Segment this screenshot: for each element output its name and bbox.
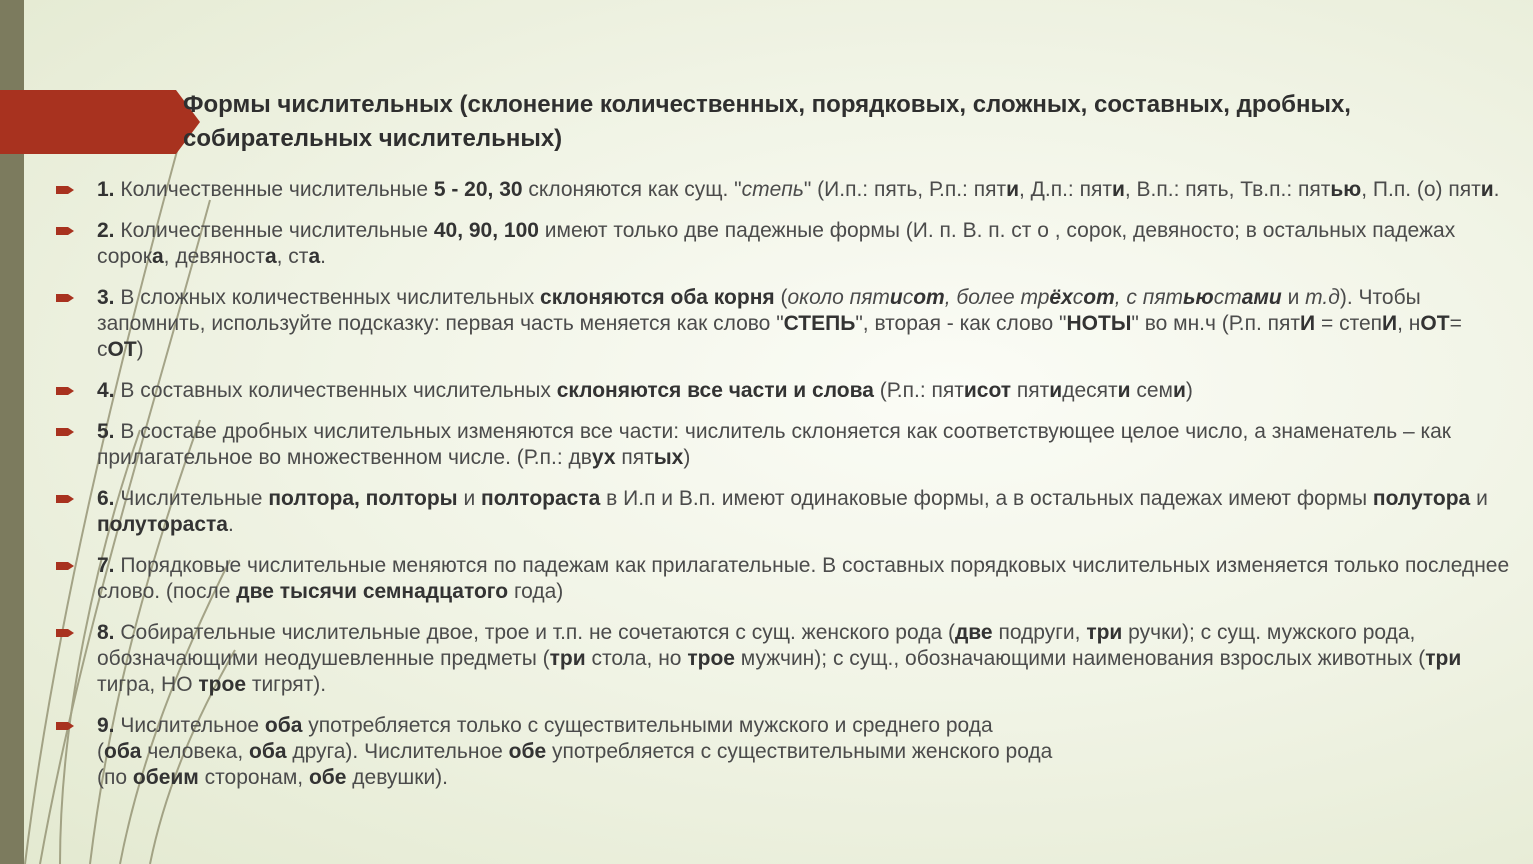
- text-run: И: [1300, 312, 1316, 335]
- pencil-bullet-icon: [56, 426, 74, 438]
- text-run: склоняются как сущ. ": [522, 178, 742, 201]
- text-run: В составных количественных числительных: [114, 379, 557, 402]
- text-run: обе: [508, 740, 547, 763]
- pencil-bullet-icon: [56, 493, 74, 505]
- text-run: т.д: [1305, 286, 1340, 309]
- text-run: .: [1493, 178, 1500, 201]
- text-run: 3.: [97, 286, 115, 309]
- text-run: Порядковые числительные меняются по падежам как прилагательные. В составных порядковых числительных изменяется только последнее слово. (после: [97, 554, 1510, 603]
- pencil-bullet-icon: [56, 627, 74, 639]
- text-run: = степ: [1315, 312, 1383, 335]
- text-run: Числительные: [114, 487, 269, 510]
- text-run: полтораста: [481, 487, 601, 510]
- text-run: две: [954, 621, 993, 644]
- text-run: две тысячи семнадцатого: [236, 580, 509, 603]
- text-run: " во мн.ч (Р.п. пят: [1131, 312, 1301, 335]
- text-run: года): [508, 580, 564, 603]
- text-run: , ст: [276, 245, 309, 268]
- text-run: В сложных количественных числительных: [114, 286, 541, 309]
- text-run: и: [1111, 178, 1125, 201]
- text-run: и: [1049, 379, 1063, 402]
- text-run: , девяност: [163, 245, 265, 268]
- text-run: , н: [1397, 312, 1421, 335]
- text-run: И: [1382, 312, 1398, 335]
- text-run: тигра, НО: [97, 673, 199, 696]
- list-item-text: [97, 178, 1499, 201]
- text-run: Собирательные числительные двое, трое и т.п. не сочетаются с сущ. женского рода (: [114, 621, 955, 644]
- text-run: от: [1083, 286, 1115, 309]
- text-run: употребляется только с существительными мужского и среднего рода: [302, 714, 993, 737]
- text-run: ", вторая - как слово ": [855, 312, 1067, 335]
- text-run: с: [902, 286, 914, 309]
- list-item: [56, 177, 1511, 203]
- list-item: [56, 620, 1511, 698]
- text-run: .: [227, 513, 234, 536]
- text-run: (по: [97, 766, 133, 789]
- text-run: и: [457, 487, 482, 510]
- text-run: и: [1117, 379, 1131, 402]
- text-run: сторонам,: [198, 766, 309, 789]
- text-run: и: [1006, 178, 1019, 201]
- text-run: а: [151, 245, 164, 268]
- pencil-bullet-icon: [56, 184, 74, 196]
- list-item-text: [97, 487, 1488, 536]
- text-run: ст: [1213, 286, 1242, 309]
- text-run: ух: [591, 446, 616, 469]
- text-run: ручки); с сущ. мужского рода, обозначающими неодушевленные предметы (: [97, 621, 1416, 670]
- list-item-text: [97, 286, 1462, 361]
- list-item-text: [97, 621, 1461, 696]
- text-run: 40, 90, 100: [433, 219, 539, 242]
- text-run: ёх: [1049, 286, 1073, 309]
- text-run: Количественные числительные: [114, 178, 434, 201]
- text-run: ами: [1241, 286, 1282, 309]
- text-run: 8.: [97, 621, 115, 644]
- numerals-list: [56, 177, 1511, 806]
- text-run: оба: [249, 740, 287, 763]
- text-run: обеим: [132, 766, 199, 789]
- text-run: и: [1480, 178, 1494, 201]
- text-run: 7.: [97, 554, 115, 577]
- text-run: и: [1281, 286, 1306, 309]
- pencil-bullet-icon: [56, 385, 74, 397]
- text-run: три: [1425, 647, 1462, 670]
- text-run: СТЕПЬ: [783, 312, 856, 335]
- text-run: степь: [741, 178, 804, 201]
- text-run: полутораста: [97, 513, 228, 536]
- text-run: .: [320, 245, 326, 268]
- text-run: ): [683, 446, 691, 469]
- text-run: склоняются все части и слова: [556, 379, 874, 402]
- text-run: полутора: [1372, 487, 1471, 510]
- text-run: имеют только две падежные формы (И. п. В. п. ст о , сорок, девяносто; в остальных падежах сорок: [97, 219, 1456, 268]
- list-item: [56, 378, 1511, 404]
- text-run: и: [889, 286, 903, 309]
- text-run: три: [1086, 621, 1123, 644]
- text-run: НОТЫ: [1066, 312, 1132, 335]
- text-run: ых: [653, 446, 684, 469]
- text-run: ью: [1183, 286, 1214, 309]
- list-item: [56, 486, 1511, 538]
- text-run: полтора, полторы: [268, 487, 458, 510]
- list-item-text: [97, 420, 1451, 469]
- text-run: 6.: [97, 487, 115, 510]
- text-run: , более тр: [944, 286, 1050, 309]
- text-run: , П.п. (о) пят: [1361, 178, 1481, 201]
- text-run: ью: [1330, 178, 1362, 201]
- text-run: обе: [308, 766, 347, 789]
- text-run: и: [1173, 379, 1186, 402]
- text-run: ОТ: [1420, 312, 1450, 335]
- text-run: три: [549, 647, 586, 670]
- slide-title: Формы числительных (склонение количественных, порядковых, сложных, составных, дробных, собирательных числительных): [183, 91, 1351, 152]
- text-run: около пят: [787, 286, 890, 309]
- text-run: (: [97, 740, 104, 763]
- text-run: склоняются оба корня: [540, 286, 775, 309]
- text-run: трое: [198, 673, 246, 696]
- text-run: оба: [264, 714, 303, 737]
- text-run: десят: [1062, 379, 1118, 402]
- text-run: пят: [615, 446, 654, 469]
- text-run: от: [913, 286, 945, 309]
- text-run: " (И.п.: пять, Р.п.: пят: [803, 178, 1007, 201]
- list-item: [56, 218, 1511, 270]
- text-run: в И.п и В.п. имеют одинаковые формы, а в остальных падежах имеют формы: [600, 487, 1373, 510]
- text-run: а: [308, 245, 321, 268]
- text-run: 5 - 20, 30: [433, 178, 523, 201]
- list-item: [56, 285, 1511, 363]
- text-run: = с: [97, 312, 1462, 361]
- text-run: Числительное: [114, 714, 265, 737]
- list-item-text: [97, 554, 1509, 603]
- list-item: [56, 553, 1511, 605]
- text-run: подруги,: [992, 621, 1087, 644]
- text-run: 1.: [97, 178, 115, 201]
- text-run: 2.: [97, 219, 115, 242]
- text-run: сем: [1130, 379, 1173, 402]
- list-item-text: [97, 714, 1052, 789]
- list-item-text: [97, 379, 1193, 402]
- list-item-text: [97, 219, 1455, 268]
- text-run: 5.: [97, 420, 115, 443]
- text-run: ): [1185, 379, 1193, 402]
- text-run: пят: [1011, 379, 1050, 402]
- text-run: 9.: [97, 714, 115, 737]
- text-run: человека,: [141, 740, 250, 763]
- text-run: , Д.п.: пят: [1018, 178, 1112, 201]
- text-run: употребляется с существительными женского рода: [546, 740, 1053, 763]
- list-item: [56, 713, 1511, 791]
- text-run: тигрят).: [246, 673, 327, 696]
- text-run: ): [136, 338, 144, 361]
- text-run: (: [774, 286, 788, 309]
- text-run: 4.: [97, 379, 115, 402]
- text-run: а: [264, 245, 277, 268]
- pencil-bullet-icon: [56, 225, 74, 237]
- list-item: [56, 419, 1511, 471]
- pencil-bullet-icon: [56, 720, 74, 732]
- text-run: и: [1470, 487, 1488, 510]
- text-run: В составе дробных числительных изменяются все части: числитель склоняется как соответствующее целое число, а знаменатель – как прилагательное во множественном числе. (Р.п.: дв: [97, 420, 1451, 469]
- text-run: Количественные числительные: [114, 219, 434, 242]
- pencil-bullet-icon: [56, 292, 74, 304]
- text-run: , В.п.: пять, Тв.п.: пят: [1124, 178, 1331, 201]
- text-run: от: [988, 379, 1012, 402]
- title-arrow-banner: [0, 90, 200, 154]
- pencil-bullet-icon: [56, 560, 74, 572]
- text-run: стола, но: [585, 647, 688, 670]
- text-run: ОТ: [107, 338, 137, 361]
- text-run: (Р.п.: пят: [873, 379, 964, 402]
- text-run: девушки).: [346, 766, 449, 789]
- text-run: трое: [687, 647, 735, 670]
- text-run: ). Чтобы запомнить, используйте подсказку: первая часть меняется как слово ": [97, 286, 1421, 335]
- text-run: с: [1072, 286, 1084, 309]
- text-run: ис: [963, 379, 989, 402]
- text-run: мужчин); с сущ., обозначающими наименования взрослых животных (: [734, 647, 1426, 670]
- text-run: , с пят: [1114, 286, 1184, 309]
- text-run: друга). Числительное: [286, 740, 509, 763]
- text-run: оба: [104, 740, 142, 763]
